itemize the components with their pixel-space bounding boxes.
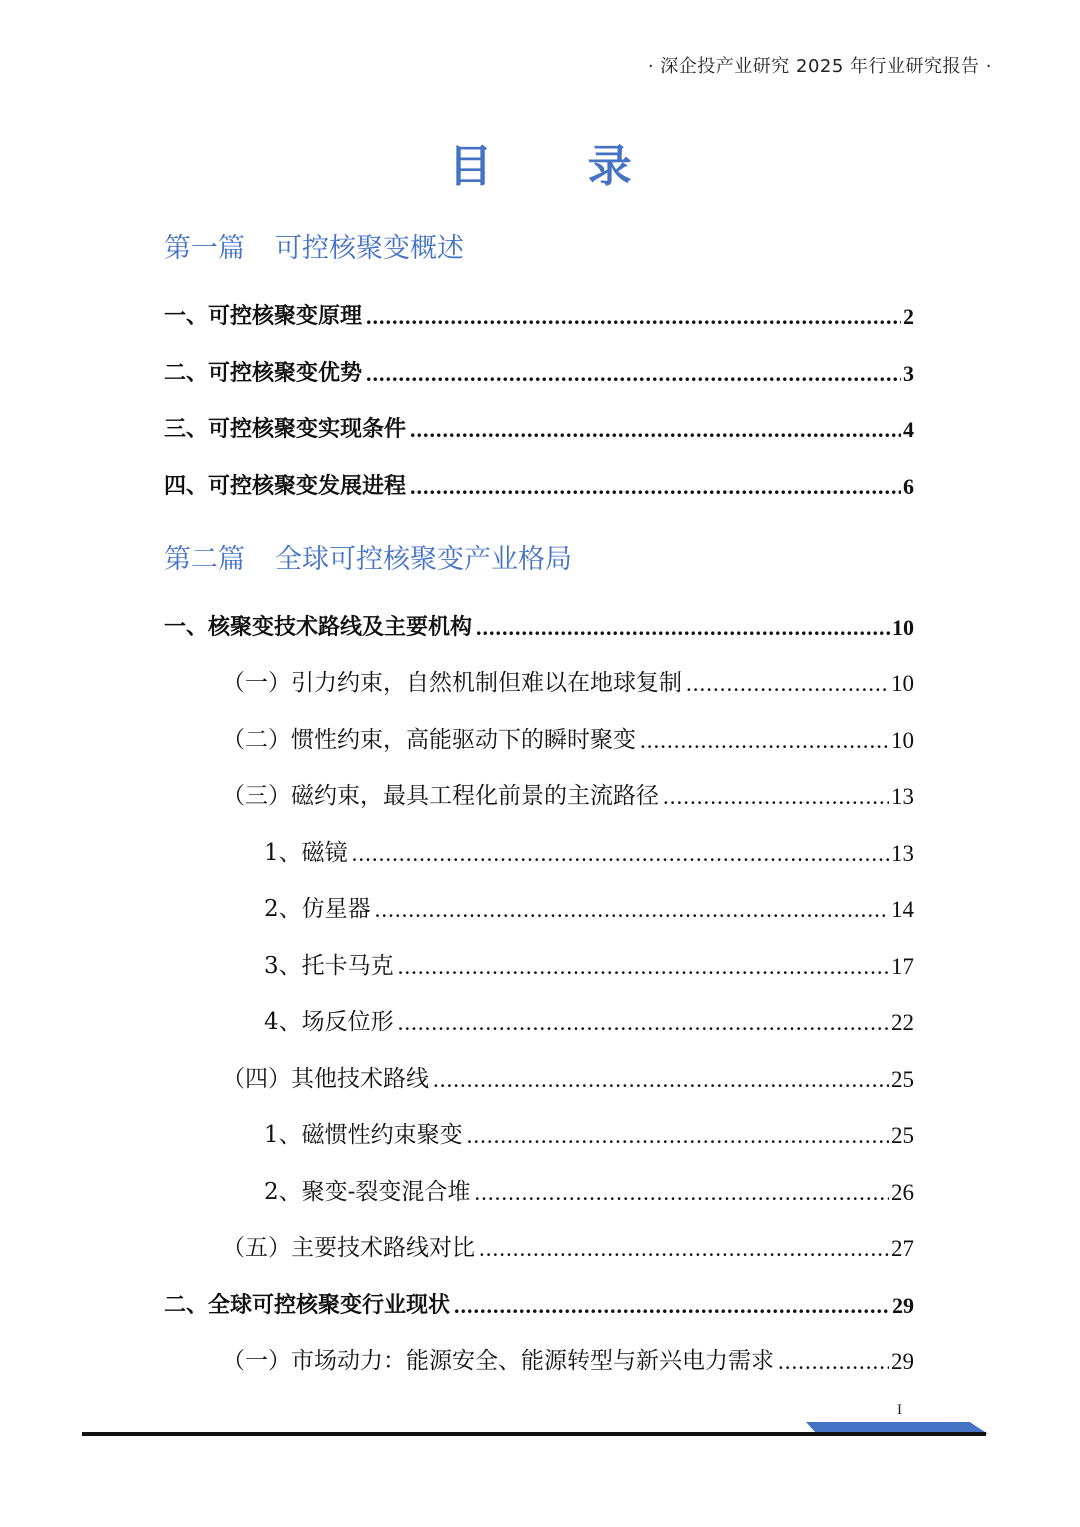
toc-entry[interactable] [264,835,914,867]
toc-page-number: 10 [891,671,914,696]
page-title: 目 录 [448,141,672,192]
dot-leader [398,1010,889,1036]
toc-page-number: 3 [903,361,914,386]
toc-entry[interactable] [222,722,914,754]
dot-leader [433,1067,889,1093]
toc-page-number: 14 [891,897,914,922]
toc-page-number: 27 [891,1236,914,1261]
running-header: · 深企投产业研究 2025 年行业研究报告 · [647,56,992,77]
dot-leader [366,361,901,387]
toc-entry-label: （五）主要技术路线对比 [222,1235,475,1261]
toc-entry[interactable] [164,609,914,641]
toc-entry-label: 一、可控核聚变原理 [164,304,363,329]
part-heading-1[interactable] [164,226,464,265]
dot-leader [410,417,901,443]
toc-entry-label: 三、可控核聚变实现条件 [164,417,407,442]
toc-entry-label: （三）磁约束，最具工程化前景的主流路径 [222,783,659,809]
toc-page-number: 10 [892,615,914,640]
toc-entry[interactable] [222,665,914,697]
toc-entry-label: （一）市场动力：能源安全、能源转型与新兴电力需求 [222,1348,774,1374]
dot-leader [454,1293,890,1319]
toc-page-number: 29 [891,1349,914,1374]
toc-entry-label: 二、可控核聚变优势 [164,361,363,386]
toc-page-number: 17 [891,954,914,979]
dot-leader [366,304,901,330]
dot-leader [778,1349,889,1375]
toc-page-number: 6 [903,474,914,499]
toc-page-number: 13 [891,841,914,866]
dot-leader [640,728,889,754]
toc-entry-label: 2、聚变-裂变混合堆 [264,1179,471,1205]
part-title: 全球可控核聚变产业格局 [275,544,572,575]
toc-entry-label: （一）引力约束，自然机制但难以在地球复制 [222,670,682,696]
toc-entry[interactable] [164,1287,914,1319]
dot-leader [352,841,889,867]
toc-entry[interactable] [164,468,914,500]
toc-entry-label: 1、磁镜 [264,840,348,866]
toc-entry[interactable] [264,1174,914,1206]
toc-entry[interactable] [164,298,914,330]
toc-entry-label: （二）惯性约束，高能驱动下的瞬时聚变 [222,727,636,753]
dot-leader [467,1123,889,1149]
toc-page-number: 4 [903,417,914,442]
toc-entry[interactable] [222,1230,914,1262]
toc-entry[interactable] [264,891,914,923]
toc-entry-label: 1、磁惯性约束聚变 [264,1122,463,1148]
toc-entry[interactable] [222,1343,914,1375]
toc-entry-label: （四）其他技术路线 [222,1066,429,1092]
part-number: 第一篇 [164,233,245,264]
dot-leader [479,1236,889,1262]
part-number: 第二篇 [164,544,245,575]
part-heading-2[interactable] [164,537,572,576]
toc-entry-label: 2、仿星器 [264,896,371,922]
toc-entry[interactable] [164,411,914,443]
toc-page-number: 25 [891,1123,914,1148]
toc-page-number: 2 [903,304,914,329]
toc-entry[interactable] [222,778,914,810]
dot-leader [410,474,901,500]
part-title: 可控核聚变概述 [275,233,464,264]
toc-page-number: 13 [891,784,914,809]
toc-entry-label: 4、场反位形 [264,1009,394,1035]
toc-page-number: 25 [891,1067,914,1092]
toc-entry[interactable] [264,948,914,980]
toc-page-number: 29 [892,1293,914,1318]
dot-leader [686,671,889,697]
footer-rule [82,1432,986,1436]
toc-page-number: 22 [891,1010,914,1035]
toc-entry[interactable] [222,1061,914,1093]
dot-leader [476,615,890,641]
toc-entry-label: 二、全球可控核聚变行业现状 [164,1293,451,1318]
dot-leader [663,784,889,810]
footer-page-number: I [897,1402,902,1418]
toc-page-number: 10 [891,728,914,753]
toc-entry-label: 一、核聚变技术路线及主要机构 [164,615,473,640]
toc-entry-label: 3、托卡马克 [264,953,394,979]
toc-page-number: 26 [891,1180,914,1205]
dot-leader [398,954,889,980]
toc-entry-label: 四、可控核聚变发展进程 [164,474,407,499]
toc-entry[interactable] [164,355,914,387]
toc-entry[interactable] [264,1004,914,1036]
toc-entry[interactable] [264,1117,914,1149]
dot-leader [474,1180,889,1206]
dot-leader [375,897,889,923]
